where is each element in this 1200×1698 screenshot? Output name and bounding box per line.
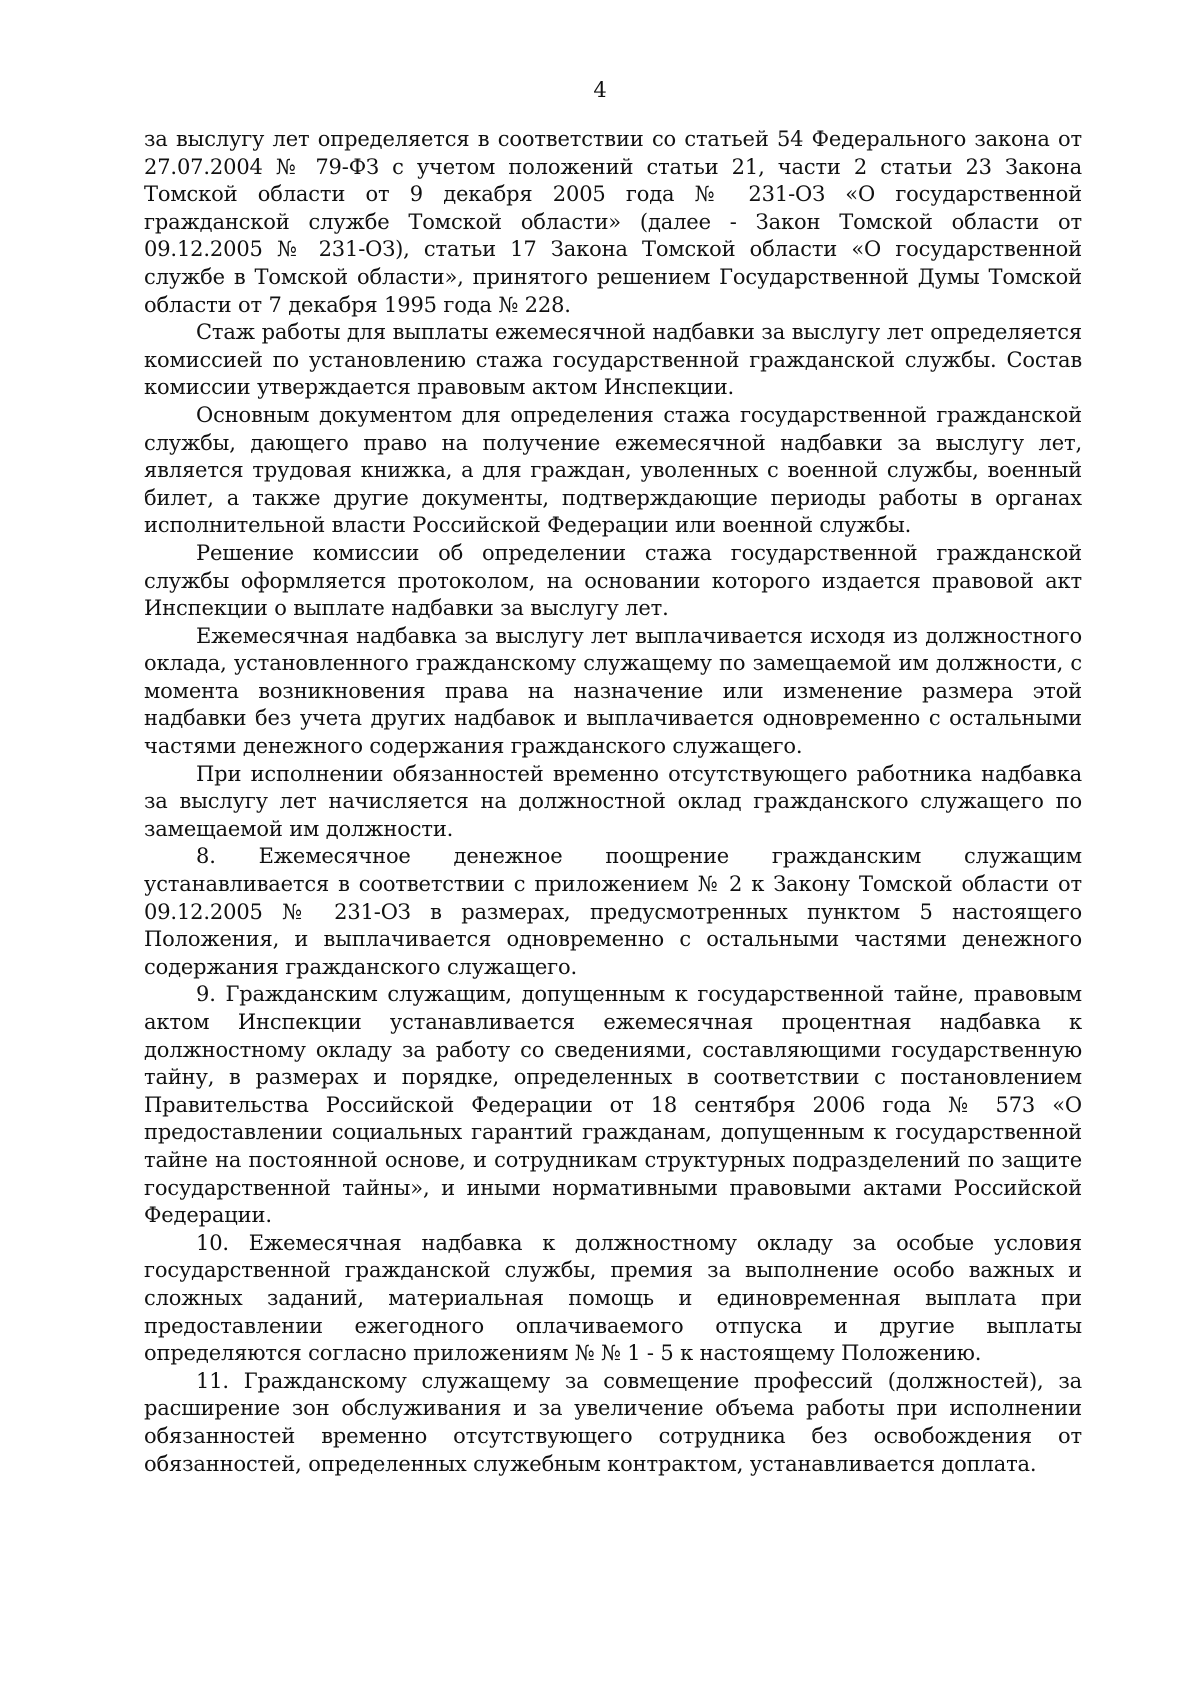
paragraph-item-9: 9. Гражданским служащим, допущенным к государственной тайне, правовым актом Инспекции устанавливается ежемесячная процентная надбавка к должностному окладу за работу со сведениями, составляющими государственную тайну, в размерах и порядке, определенных в соответствии с постановлением Правительства Российской Федерации от 18 сентября 2006 года № 573 «О предоставлении социальных гарантий гражданам, допущенным к государственной тайне на постоянной основе, и сотрудникам структурных подразделений по защите государственной тайны», и иными нормативными правовыми актами Российской Федерации. (144, 982, 1082, 1228)
paragraph: Ежемесячная надбавка за выслугу лет выплачивается исходя из должностного оклада, установленного гражданскому служащему по замещаемой им должности, с момента возникновения права на назначение или изменение размера этой надбавки без учета других надбавок и выплачивается одновременно с остальными частями денежного содержания гражданского служащего. (144, 623, 1082, 759)
page-number: 4 (593, 78, 607, 102)
document-body (144, 126, 1082, 1478)
paragraph: Решение комиссии об определении стажа государственной гражданской службы оформляется протоколом, на основании которого издается правовой акт Инспекции о выплате надбавки за выслугу лет. (144, 540, 1082, 621)
paragraph: При исполнении обязанностей временно отсутствующего работника надбавка за выслугу лет начисляется на должностной оклад гражданского служащего по замещаемой им должности. (144, 761, 1082, 841)
paragraph: Стаж работы для выплаты ежемесячной надбавки за выслугу лет определяется комиссией по установлению стажа государственной гражданской службы. Состав комиссии утверждается правовым актом Инспекции. (144, 320, 1082, 400)
paragraph-item-10: 10. Ежемесячная надбавка к должностному окладу за особые условия государственной гражданской службы, премия за выполнение особо важных и сложных заданий, материальная помощь и единовременная выплата при предоставлении ежегодного оплачиваемого отпуска и другие выплаты определяются согласно приложениям № № 1 - 5 к настоящему Положению. (144, 1230, 1082, 1366)
paragraph-continuation: за выслугу лет определяется в соответствии со статьей 54 Федерального закона от 27.07.2004 № 79-ФЗ с учетом положений статьи 21, части 2 статьи 23 Закона Томской области от 9 декабря 2005 года № 231-ОЗ «О государственной гражданской службе Томской области» (далее - Закон Томской области от 09.12.2005 № 231-ОЗ), статьи 17 Закона Томской области «О государственной службе в Томской области», принятого решением Государственной Думы Томской области от 7 декабря 1995 года № 228. (144, 127, 1082, 317)
paragraph-item-11: 11. Гражданскому служащему за совмещение профессий (должностей), за расширение зон обслуживания и за увеличение объема работы при исполнении обязанностей временно отсутствующего сотрудника без освобождения от обязанностей, определенных служебным контрактом, устанавливается доплата. (144, 1368, 1082, 1476)
paragraph-item-8: 8. Ежемесячное денежное поощрение гражданским служащим устанавливается в соответствии с приложением № 2 к Закону Томской области от 09.12.2005 № 231-ОЗ в размерах, предусмотренных пунктом 5 настоящего Положения, и выплачивается одновременно с остальными частями денежного содержания гражданского служащего. (144, 844, 1082, 979)
paragraph: Основным документом для определения стажа государственной гражданской службы, дающего право на получение ежемесячной надбавки за выслугу лет, является трудовая книжка, а для граждан, уволенных с военной службы, военный билет, а также другие документы, подтверждающие периоды работы в органах исполнительной власти Российской Федерации или военной службы. (144, 402, 1082, 538)
